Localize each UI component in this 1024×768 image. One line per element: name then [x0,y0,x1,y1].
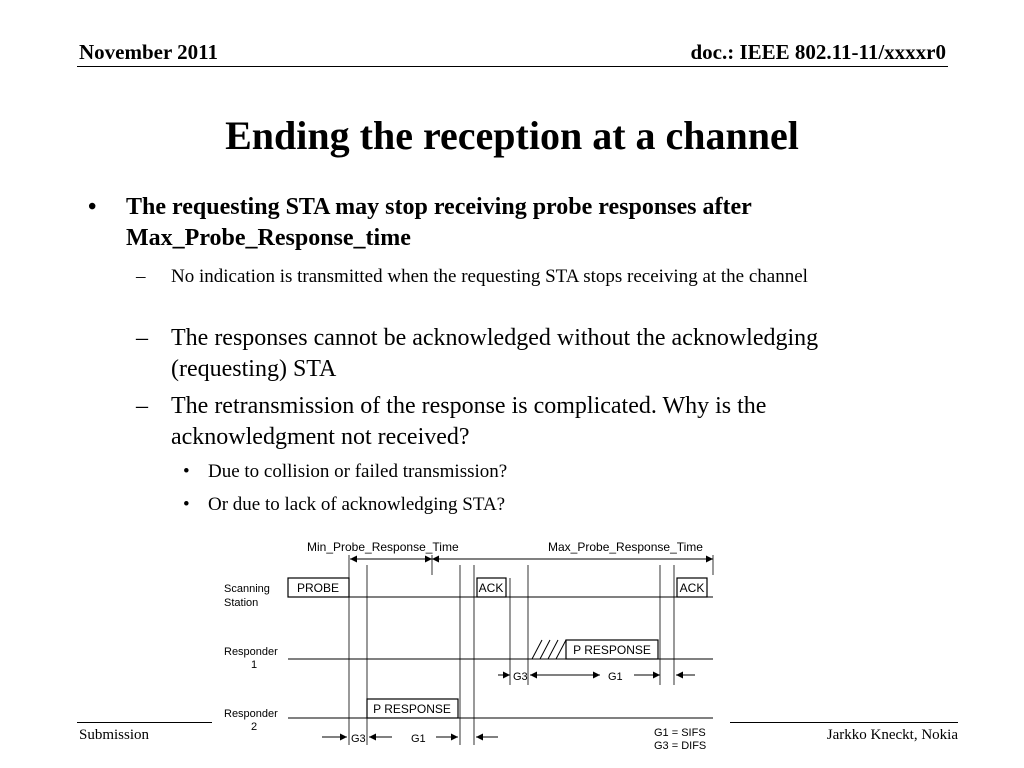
max-time-label: Max_Probe_Response_Time [548,540,703,554]
header-date: November 2011 [79,40,219,64]
scanning-station-label-1: Scanning [224,583,270,595]
header-rule [77,66,948,67]
sub-bullet-1-marker: – [136,266,146,287]
header-doc-id: doc.: IEEE 802.11-11/xxxxr0 [690,40,946,64]
legend-g1: G1 = SIFS [654,727,706,739]
g1-label-1: G1 [608,671,623,683]
footer-author: Jarkko Kneckt, Nokia [826,727,958,743]
footer-rule-left [77,722,212,723]
svg-text:ACK: ACK [478,581,504,595]
min-time-label: Min_Probe_Response_Time [307,540,459,554]
subsub-bullet-2-marker: • [183,494,190,515]
scanning-station-label-2: Station [224,597,259,609]
sub-bullet-3-marker: – [136,393,148,419]
bullet-1: The requesting STA may stop receiving probe responses after Max_Probe_Response_time [126,194,752,251]
sub-bullet-1: No indication is transmitted when the requesting STA stops receiving at the channel [171,266,808,287]
svg-text:ACK: ACK [679,581,705,595]
g3-label-1: G3 [513,671,528,683]
responder-2-number: 2 [251,721,258,733]
svg-text:P RESPONSE: P RESPONSE [573,643,651,657]
sub-bullet-3: The retransmission of the response is complicated. Why is the acknowledgment not received? [171,393,767,450]
g3-label-2: G3 [351,733,366,745]
svg-text:P RESPONSE: P RESPONSE [373,702,451,716]
timing-diagram [210,528,730,768]
responder-1-number: 1 [251,659,258,671]
responder-1-label: Responder [224,646,278,658]
responder-2-label: Responder [224,708,278,720]
subsub-bullet-1: Due to collision or failed transmission? [208,461,508,482]
sub-bullet-2: The responses cannot be acknowledged without the acknowledging (requesting) STA [171,325,819,382]
backoff-hatch [532,640,566,659]
legend-g3: G3 = DIFS [654,740,707,752]
slide-title: Ending the reception at a channel [225,113,799,158]
subsub-bullet-2: Or due to lack of acknowledging STA? [208,494,506,515]
sub-bullet-2-marker: – [136,325,148,351]
subsub-bullet-1-marker: • [183,461,190,482]
footer-submission: Submission [79,727,150,743]
footer-rule-right [730,722,958,723]
g1-label-2: G1 [411,733,426,745]
bullet-1-marker: • [88,194,97,220]
svg-text:PROBE: PROBE [296,581,340,595]
